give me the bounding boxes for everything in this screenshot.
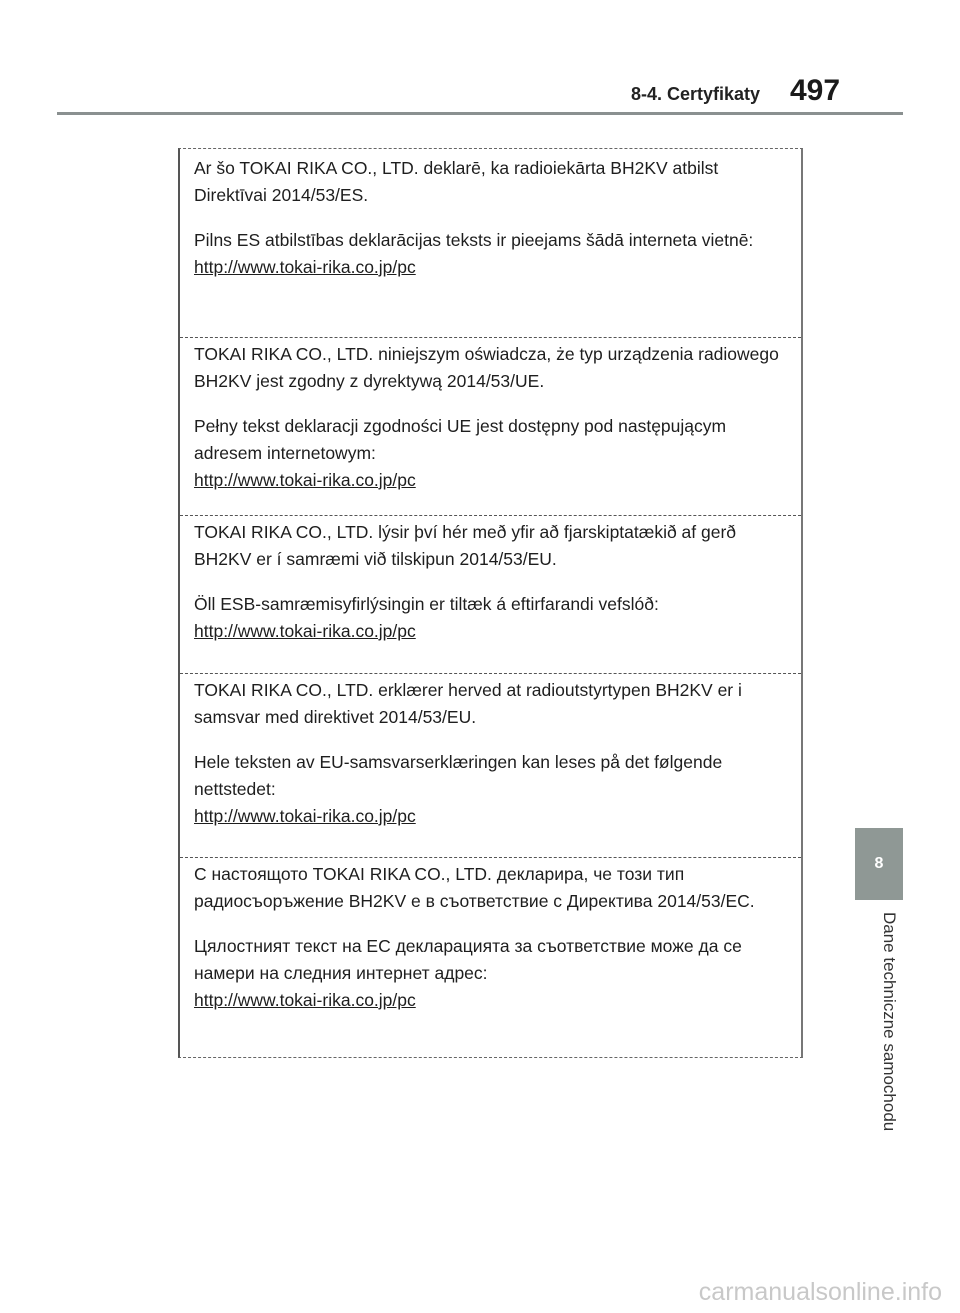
declaration-scan bbox=[178, 148, 803, 1058]
section-divider bbox=[180, 515, 801, 516]
section-title: 8-4. Certyfikaty bbox=[630, 84, 760, 104]
declaration-statement: TOKAI RIKA CO., LTD. lýsir því hér með yfir að fjarskiptatækið af gerð BH2KV er í samræmi við tilskipun 2014/53/EU. bbox=[194, 522, 737, 569]
declaration-link[interactable]: http://www.tokai-rika.co.jp/pc bbox=[194, 470, 416, 490]
chapter-number: 8 bbox=[874, 855, 884, 872]
chapter-tab[interactable] bbox=[855, 828, 903, 900]
declaration-availability: Pilns ES atbilstības deklarācijas teksts ir pieejams šādā interneta vietnē: bbox=[194, 230, 754, 250]
declaration-section-pl bbox=[180, 341, 801, 494]
declaration-link[interactable]: http://www.tokai-rika.co.jp/pc bbox=[194, 621, 416, 641]
declaration-link[interactable]: http://www.tokai-rika.co.jp/pc bbox=[194, 806, 416, 826]
declaration-section-lv bbox=[180, 155, 801, 281]
declaration-statement: Ar šo TOKAI RIKA CO., LTD. deklarē, ka radioiekārta BH2KV atbilst Direktīvai 2014/53/ES. bbox=[194, 158, 719, 205]
declaration-statement: TOKAI RIKA CO., LTD. erklærer herved at radioutstyrtypen BH2KV er i samsvar med direktivet 2014/53/EU. bbox=[194, 680, 742, 727]
declaration-availability: Öll ESB-samræmisyfirlýsingin er tiltæk á eftirfarandi vefslóð: bbox=[194, 594, 659, 614]
declaration-section-is bbox=[180, 519, 801, 645]
declaration-statement: С настоящото TOKAI RIKA CO., LTD. декларира, че този тип радиосъоръжение BH2KV е в съответствие с Директива 2014/53/ЕС. bbox=[194, 864, 755, 911]
declaration-statement: TOKAI RIKA CO., LTD. niniejszym oświadcza, że typ urządzenia radiowego BH2KV jest zgodny z dyrektywą 2014/53/UE. bbox=[194, 344, 779, 391]
section-divider bbox=[180, 857, 801, 858]
declaration-section-bg bbox=[180, 861, 801, 1014]
watermark: carmanualsonline.info bbox=[698, 1278, 942, 1306]
section-divider bbox=[180, 337, 801, 338]
declaration-availability: Hele teksten av EU-samsvarserklæringen kan leses på det følgende nettstedet: bbox=[194, 752, 723, 799]
declaration-link[interactable]: http://www.tokai-rika.co.jp/pc bbox=[194, 990, 416, 1010]
chapter-label: Dane techniczne samochodu bbox=[880, 912, 899, 1132]
page-number: 497 bbox=[789, 74, 841, 107]
header-divider bbox=[57, 112, 903, 115]
declaration-section-no bbox=[180, 677, 801, 830]
section-divider bbox=[180, 673, 801, 674]
declaration-link[interactable]: http://www.tokai-rika.co.jp/pc bbox=[194, 257, 416, 277]
declaration-availability: Цялостният текст на ЕС декларацията за съответствие може да се намери на следния интернет адрес: bbox=[194, 936, 742, 983]
declaration-availability: Pełny tekst deklaracji zgodności UE jest dostępny pod następującym adresem internetowym: bbox=[194, 416, 727, 463]
